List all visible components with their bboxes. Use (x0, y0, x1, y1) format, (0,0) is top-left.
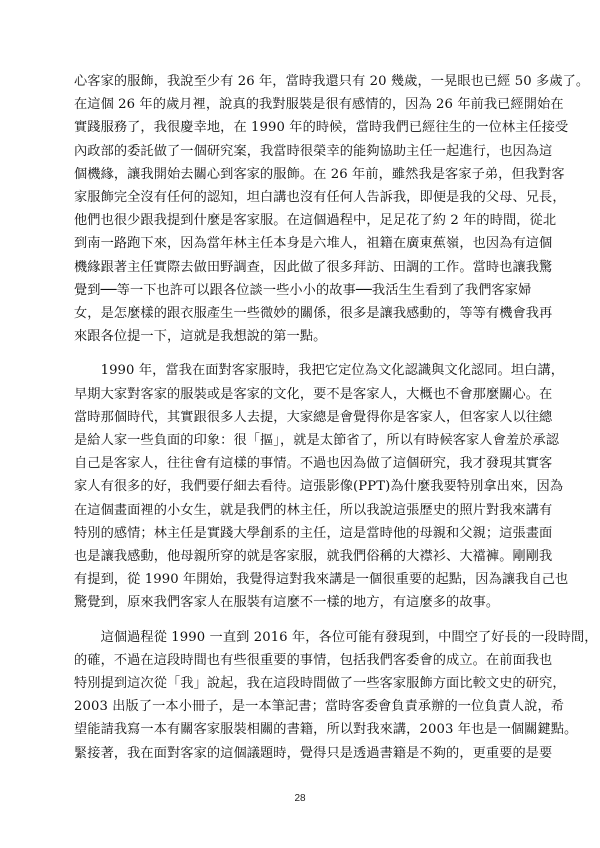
text-line: 他們也很少跟我提到什麼是客家服。在這個過程中，足足花了約 2 年的時間，從北 (74, 213, 557, 229)
paragraph-2 (74, 359, 569, 614)
text-line: 在這個畫面裡的小女生，就是我們的林主任，所以我說這張歷史的照片對我來講有 (74, 502, 553, 518)
text-line: 當時那個時代，其實跟很多人去提，大家總是會覺得你是客家人，但客家人以往總 (74, 409, 553, 425)
text-line: 緊接著，我在面對客家的這個議題時，覺得只是透過書籍是不夠的，更重要的是要 (74, 745, 553, 761)
text-line: 家服飾完全沒有任何的認知，坦白講也沒有任何人告訴我，即便是我的父母、兄長， (74, 190, 566, 206)
text-line: 2003 出版了一本小冊子，是一本筆記書；當時客委會負責承辦的一位負責人說，希 (74, 699, 565, 715)
text-line: 心客家的服飾，我說至少有 26 年，當時我還只有 20 幾歲，一晃眼也已經 50 多歲了。 (74, 74, 590, 89)
text-line: 特別的感情；林主任是實踐大學創系的主任，這是當時他的母親和父親；這張畫面 (74, 525, 553, 541)
text-line: 機緣跟著主任實際去做田野調查，因此做了很多拜訪、田調的工作。當時也讓我驚 (74, 259, 553, 275)
text-line: 特別提到這次從「我」說起，我在這段時間做了一些客家服飾方面比較文史的研究， (74, 676, 566, 692)
text-line: 到南一路跑下來，因為當年林主任本身是六堆人，祖籍在廣東蕉嶺，也因為有這個 (74, 236, 553, 252)
text-line: 自己是客家人，往往會有這樣的事情。不過也因為做了這個研究，我才發現其實客 (74, 456, 553, 472)
text-line: 1990 年，當我在面對客家服時，我把它定位為文化認識與文化認同。坦白講， (74, 363, 565, 379)
text-line: 在這個 26 年的歲月裡，說真的我對服裝是很有感情的，因為 26 年前我已經開始在 (74, 97, 564, 113)
text-line: 驚覺到，原來我們客家人在服裝有這麼不一樣的地方，有這麼多的故事。 (74, 595, 500, 611)
text-line: 有提到，從 1990 年開始，我覺得這對我來講是一個很重要的起點，因為讓我自己也 (74, 572, 569, 588)
page-number: 28 (294, 793, 306, 804)
paragraph-3 (74, 626, 598, 765)
paragraph-1 (74, 70, 590, 348)
text-line: 早期大家對客家的服裝或是客家的文化，要不是客家人，大概也不會那麼關心。在 (74, 386, 553, 402)
text-line: 也是讓我感動，他母親所穿的就是客家服，就我們俗稱的大襟衫、大襠褲。剛剛我 (74, 549, 553, 565)
text-line: 女，是怎麼樣的跟衣服產生一些微妙的關係，很多是讓我感動的，等等有機會我再 (74, 306, 553, 322)
text-line: 實踐服務了，我很慶幸地，在 1990 年的時候，當時我們已經往生的一位林主任接受 (74, 120, 569, 136)
text-line: 內政部的委託做了一個研究案，我當時很榮幸的能夠協助主任一起進行，也因為這 (74, 143, 553, 159)
body-text (74, 70, 598, 765)
text-line: 是給人家一些負面的印象：很「摳」，就是太節省了，所以有時候客家人會羞於承認 (74, 433, 560, 449)
text-line: 這個過程從 1990 一直到 2016 年，各位可能有發現到，中間空了好長的一段時間， (74, 629, 598, 645)
text-line: 來跟各位提一下，這就是我想說的第一點。 (74, 329, 327, 345)
text-line: 個機緣，讓我開始去關心到客家的服飾。在 26 年前，雖然我是客家子弟，但我對客 (74, 166, 565, 182)
text-line: 家人有很多的好，我們要仔細去看待。這張影像(PPT)為什麼我要特別拿出來，因為 (74, 479, 564, 495)
text-line: 覺到──等一下也許可以跟各位談一些小小的故事──我活生生看到了我們客家婦 (74, 282, 532, 298)
text-line: 的確，不過在這段時間也有些很重要的事情，包括我們客委會的成立。在前面我也 (74, 652, 553, 668)
text-line: 望能請我寫一本有關客家服裝相關的書籍，所以對我來講，2003 年也是一個關鍵點。 (74, 722, 578, 738)
